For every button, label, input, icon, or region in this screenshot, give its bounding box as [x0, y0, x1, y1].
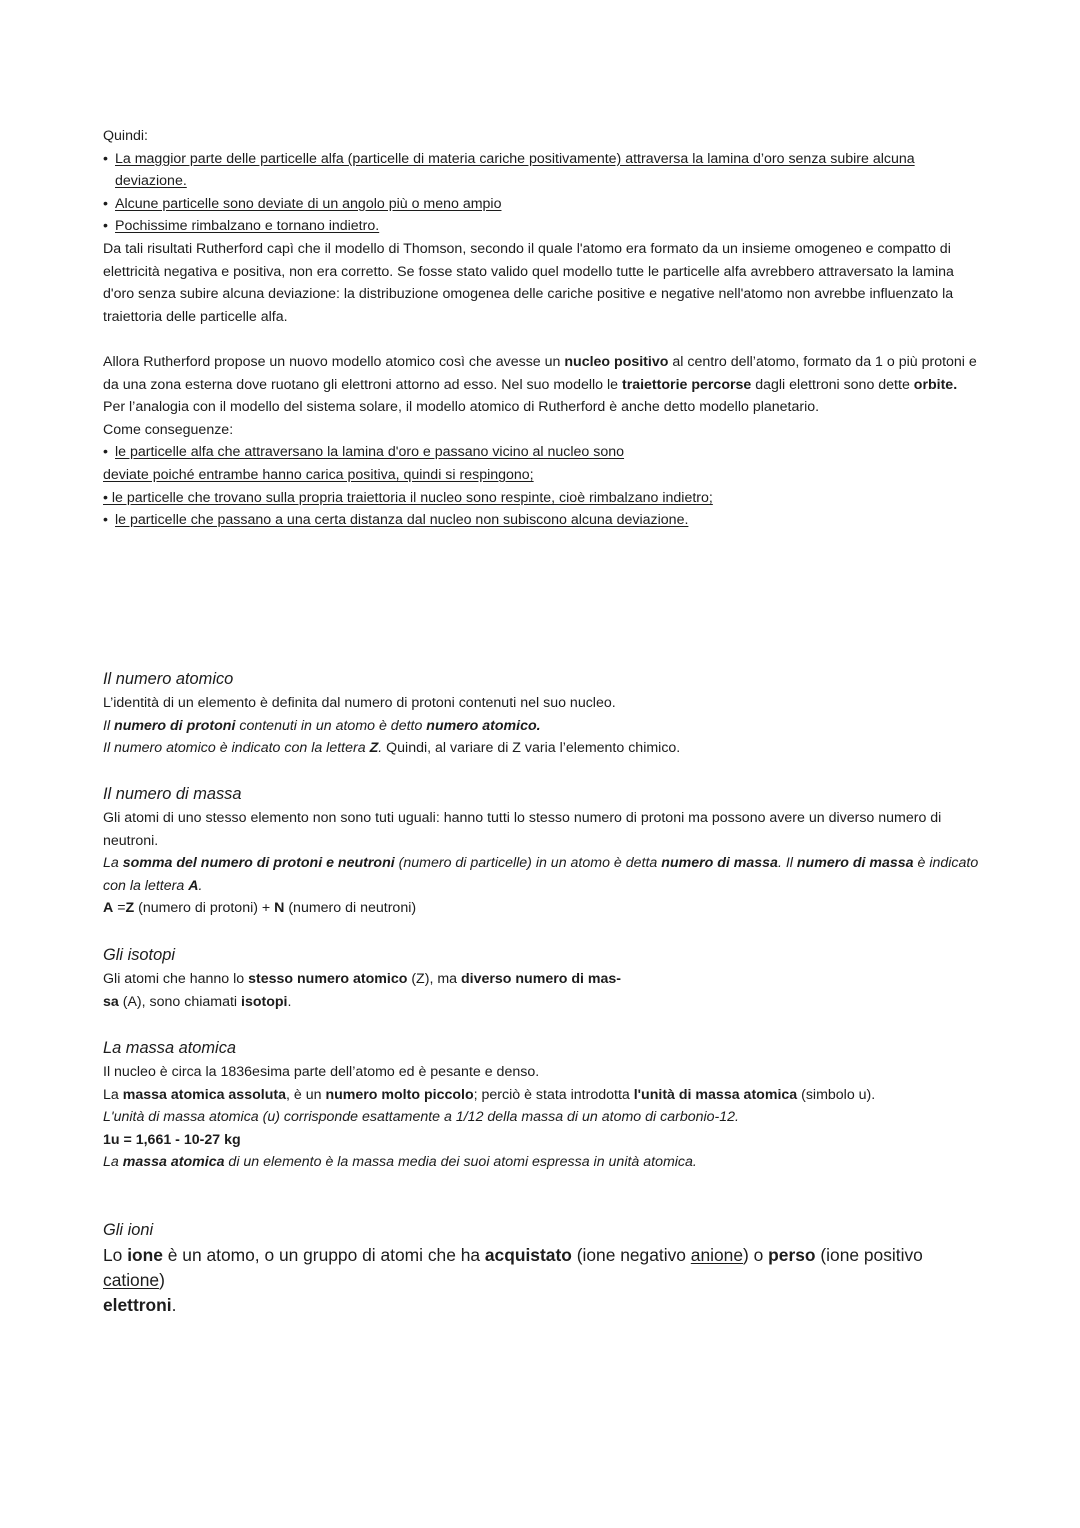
text-line: Gli atomi che hanno lo stesso numero atomico (Z), ma diverso numero di mas- sa (A), sono chiamati isotopi. — [103, 971, 622, 1010]
text-line: Il numero atomico è indicato con la lettera Z. Quindi, al variare di Z varia l’elemento chimico. — [103, 740, 681, 757]
text-line: La somma del numero di protoni e neutroni (numero di particelle) in un atomo è detta numero di massa. Il numero di massa è indicato con la lettera A. — [103, 855, 979, 894]
bullet-text: La maggior parte delle particelle alfa (particelle di materia cariche positivamente) attraversa la lamina d’oro senza subire alcuna deviazione. — [115, 150, 915, 190]
consequence-item — [103, 509, 983, 532]
consequence-text: le particelle alfa che attraversano la lamina d'oro e passano vicino al nucleo sono — [115, 444, 625, 461]
text-line: L'unità di massa atomica (u) corrisponde esattamente a 1/12 della massa di un atomo di carbonio-12. — [103, 1109, 739, 1126]
section-numero-atomico — [103, 667, 983, 760]
bullet-icon: • — [103, 195, 108, 212]
text-line: Il nucleo è circa la 1836esima parte dell’atomo ed è pesante e denso. — [103, 1064, 540, 1080]
bullet-icon: • — [103, 444, 108, 461]
bullet-item — [103, 215, 983, 238]
text-line: La massa atomica assoluta, è un numero molto piccolo; perciò è stata introdotta l'unità di massa atomica (simbolo u). — [103, 1086, 876, 1103]
bullet-icon: • — [103, 218, 108, 235]
section-massa-atomica — [103, 1036, 983, 1174]
text-line: L’identità di un elemento è definita dal numero di protoni contenuti nel suo nucleo. — [103, 695, 616, 711]
section-numero-massa — [103, 782, 983, 920]
bullet-text: Pochissime rimbalzano e tornano indietro. — [115, 218, 380, 235]
bullet-text: Alcune particelle sono deviate di un angolo più o meno ampio — [115, 195, 502, 212]
formula-line: 1u = 1,661 - 10-27 kg — [103, 1131, 241, 1148]
section-rutherford-results — [103, 125, 983, 328]
section-ioni — [103, 1218, 983, 1318]
paragraph-model: Allora Rutherford propose un nuovo modello atomico così che avesse un nucleo positivo al centro dell’atomo, formato da 1 o più protoni e da una zona esterna dove ruotano gli elettroni attorno ad esso. Nel suo modello le traiettorie percorse dagli elettroni sono dette orbite. Per l’analogia con il modello del sistema solare, il modello atomico di Rutherford è anche detto modello planetario. — [103, 354, 977, 416]
text-line: Lo ione è un atomo, o un gruppo di atomi che ha acquistato (ione negativo anione) o perso (ione positivo catione) elettroni. — [103, 1245, 923, 1315]
text-line: Il numero di protoni contenuti in un atomo è detto numero atomico. — [103, 717, 541, 734]
text-line: La massa atomica di un elemento è la massa media dei suoi atomi espressa in unità atomica. — [103, 1154, 697, 1171]
text-line: Gli atomi di uno stesso elemento non sono tuti uguali: hanno tutti lo stesso numero di protoni ma possono avere un diverso numero di neutroni. — [103, 810, 942, 849]
section-rutherford-model — [103, 351, 983, 532]
intro-text: Quindi: — [103, 128, 148, 144]
consequence-text: • le particelle che trovano sulla propria traiettoria il nucleo sono respinte, cioè rimbalzano indietro; — [103, 489, 713, 506]
section-heading: Gli ioni — [103, 1221, 154, 1239]
section-heading: Il numero di massa — [103, 785, 242, 803]
section-heading: La massa atomica — [103, 1039, 237, 1057]
paragraph-thomson: Da tali risultati Rutherford capì che il modello di Thomson, secondo il quale l'atomo era formato da un insieme omogeneo e compatto di elettricità negativa e positiva, non era corretto. Se fosse stato valido quel modello tutte le particelle alfa avrebbero attraversato la lamina d'oro senza subire alcuna deviazione: la distribuzione omogenea delle cariche positive e negative nell'atomo non avrebbe influenzato la traiettoria delle particelle alfa. — [103, 240, 954, 325]
section-heading: Gli isotopi — [103, 946, 175, 964]
section-isotopi — [103, 943, 983, 1013]
consequence-text: le particelle che passano a una certa distanza dal nucleo non subiscono alcuna deviazione. — [115, 512, 689, 529]
bullet-item — [103, 148, 983, 193]
section-heading: Il numero atomico — [103, 670, 234, 688]
bullet-item — [103, 193, 983, 216]
bullet-icon: • — [103, 512, 108, 529]
consequence-text-cont: deviate poiché entrambe hanno carica positiva, quindi si respingono; — [103, 466, 534, 483]
formula-line: A =Z (numero di protoni) + N (numero di neutroni) — [103, 900, 417, 917]
bullet-icon: • — [103, 150, 108, 167]
consequence-item — [103, 441, 983, 464]
consequences-intro: Come conseguenze: — [103, 421, 234, 438]
